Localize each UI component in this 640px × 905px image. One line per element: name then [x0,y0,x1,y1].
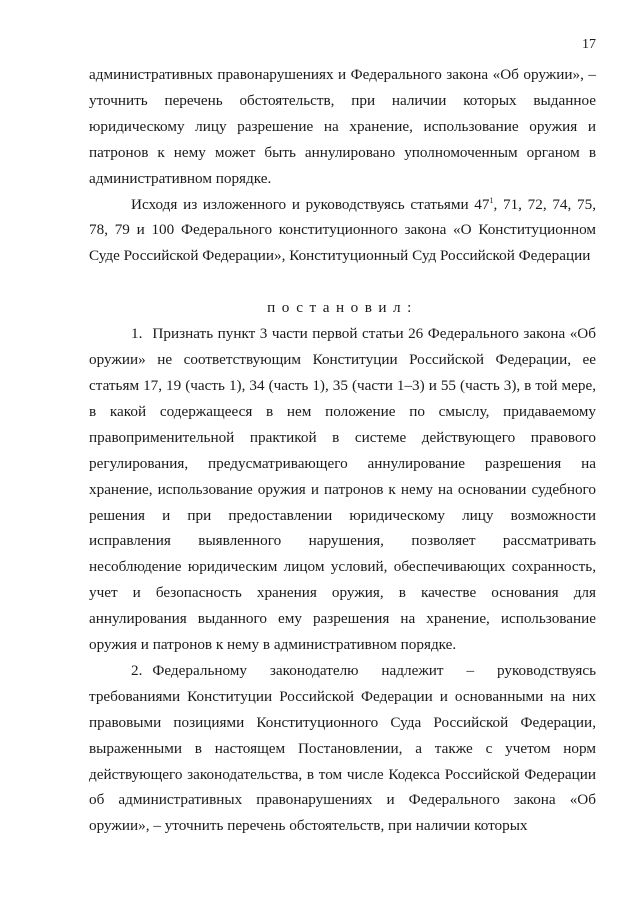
item-number: 1. [131,325,143,343]
item-number: 2. [131,661,143,679]
page-number: 17 [582,37,596,52]
continuation-paragraph: административных правонарушениях и Федерального закона «Об оружии», – уточнить перечень обстоятельств, при наличии которых выданное юридическому лицу разрешение на хранение, использование оружия и патронов к нему может быть аннулировано уполномоченным органом в административном порядке. [89,66,596,187]
reasoning-paragraph [89,192,596,270]
article-superscript: 1 [489,195,494,205]
decree-heading: постановил: [267,299,418,317]
document-body [89,62,596,839]
reasoning-text-start: Исходя из изложенного и руководствуясь статьями 47 [131,195,490,213]
reasoning-text-end: , 71, 72, 74, 75, 78, 79 и 100 Федерального конституционного закона «О Конституционном Суде Российской Федерации», Конституционный Суд Российской Федерации [89,195,596,265]
decree-item-1 [89,321,596,658]
item-text: Признать пункт 3 части первой статьи 26 Федерального закона «Об оружии» не соответствующим Конституции Российской Федерации, ее статьям 17, 19 (часть 1), 34 (часть 1), 35 (части 1–3) и 55 (часть 3), в той мере, в какой содержащееся в нем положение по смыслу, придаваемому правоприменительной практикой в системе действующего правового регулирования, предусматривающего аннулирование разрешения на хранение, использование оружия и патронов к нему на основании судебного решения и при предоставлении юридическому лицу возможности исправления выявленного нарушения, позволяет рассматривать несоблюдение юридическим лицом условий, обеспечивающих сохранность, учет и безопасность хранения оружия, в качестве основания для аннулирования выданного ему разрешения на хранение, использование оружия и патронов к нему в административном порядке. [89,325,596,654]
decree-item-2 [89,658,596,839]
item-text: Федеральному законодателю надлежит – руководствуясь требованиями Конституции Российской Федерации и основанными на них правовыми позициями Конституционного Суда Российской Федерации, выраженными в настоящем Постановлении, а также с учетом норм действующего законодательства, в том числе Кодекса Российской Федерации об административных правонарушениях и Федерального закона «Об оружии», – уточнить перечень обстоятельств, при наличии которых [89,661,596,835]
